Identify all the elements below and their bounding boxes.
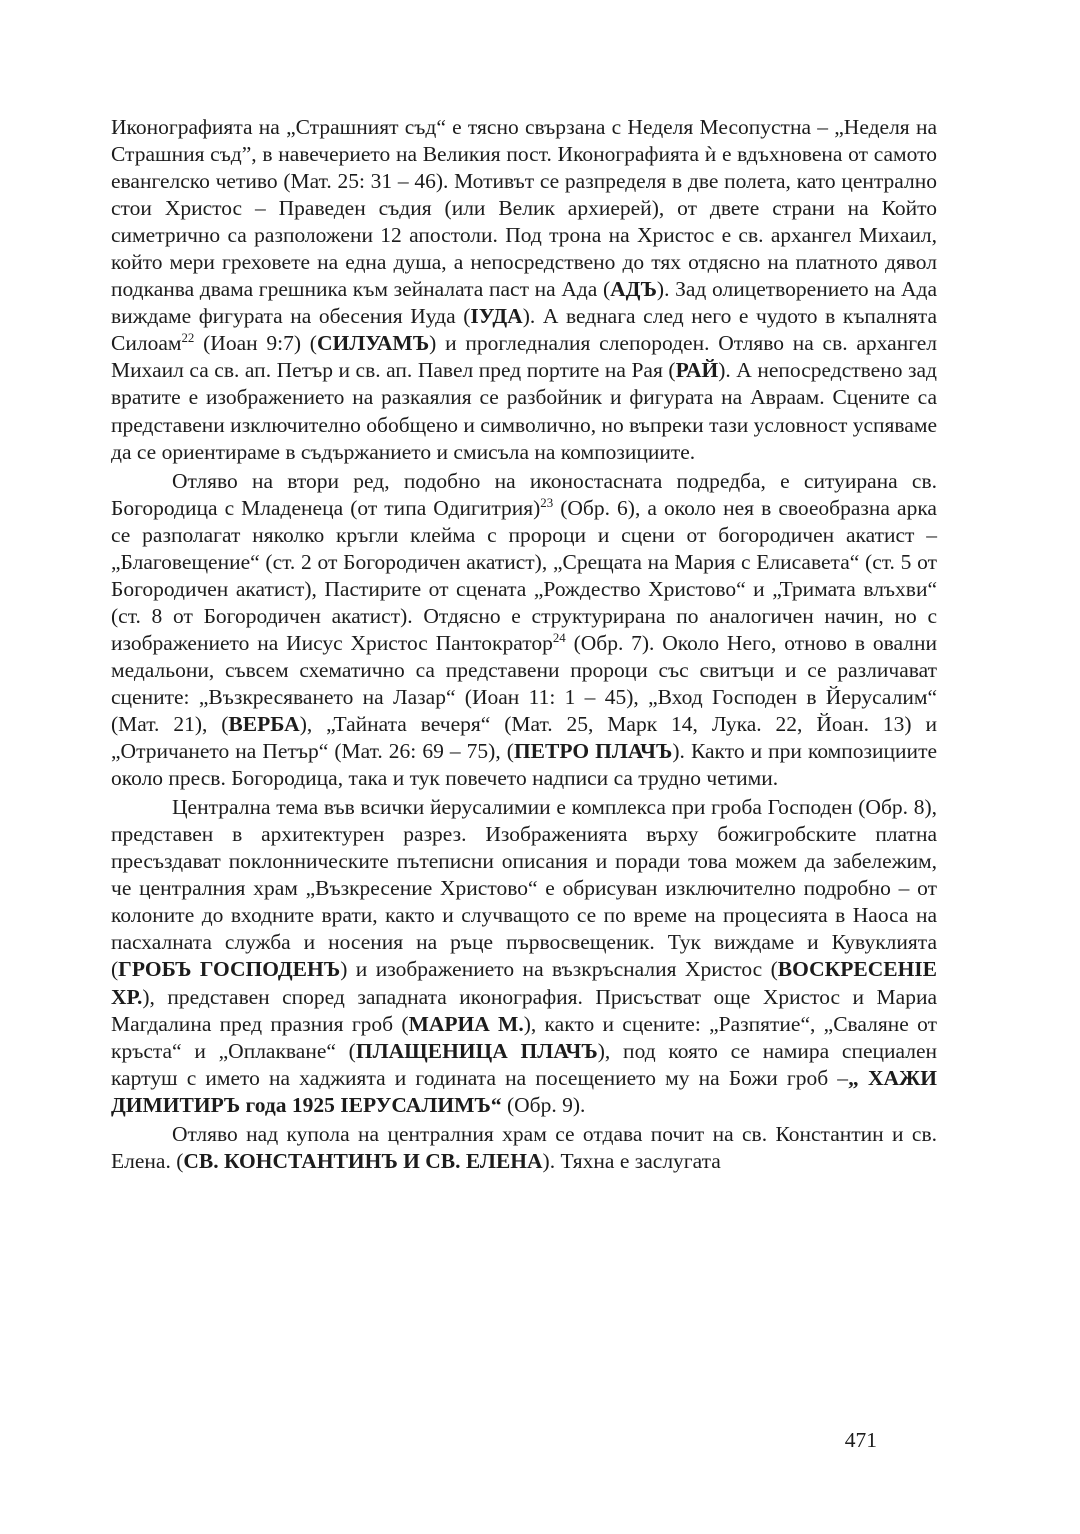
text-run: ), представен според западната иконография. Присъстват още Христос и Мариа Магдалина пред празния гроб (	[111, 984, 937, 1036]
text-run: ), както и сцените: „Разпятие“, „Сваляне от кръста“ и „Оплакване“ (	[111, 1011, 937, 1063]
text-run: (Обр. 6), а около нея в своеобразна арка се разполагат няколко кръгли клейма с пророци и сцени от богородичен акатист – „Благовещение“ (ст. 2 от Богородичен акатист), „Срещата на Мария с Елисавета“ (ст. 5 от Богородичен акатист), Пастирите от сцената „Рождество Христово“ и „Тримата влъхви“ (ст. 8 от Богородичен акатист). Отдясно е структурирана по аналогичен начин, но с изображението на Иисус Христос Пантократор	[111, 495, 937, 655]
bold-inscription: ПЕТРО ПЛАЧЪ	[513, 739, 673, 764]
text-run: Отляво над купола на централния храм се отдава почит на св. Константин и св. Елена. (	[111, 1121, 937, 1173]
text-run: ), под която се намира специален картуш с името на хаджията и годината на посещението му на Божи гроб –	[111, 1038, 938, 1090]
text-run: Иконографията на „Страшният съд“ е тясно свързана с Неделя Месопустна – „Неделя на Страшния съд”, в навечерието на Великия пост. Иконографията ѝ е вдъхновена от самото евангелско четиво (Мат. 25: 31 – 46). Мотивът се разпределя в две полета, като централно стои Христос – Праведен съдия (или Велик архиерей), от двете страни на Който симетрично са разположени 12 апостоли. Под трона на Христос е св. архангел Михаил, който мери греховете на една душа, а непосредствено до тях отдясно на платното дявол подканва двама грешника към зейналата паст на Ада (	[111, 115, 937, 302]
paragraph	[111, 1121, 937, 1175]
bold-inscription: СВ. КОНСТАНТИНЪ И СВ. ЕЛЕНА	[183, 1148, 543, 1173]
text-run: ) и прогледналия слепороден. Отляво на св. архангел Михаил са св. ап. Петър и св. ап. Павел пред портите на Рая (	[111, 331, 938, 383]
paragraph	[111, 468, 937, 793]
paragraph	[111, 114, 937, 466]
text-run: ). Тяхна е заслугата	[542, 1148, 721, 1173]
text-run: ). Както и при композициите около пресв. Богородица, така и тук повечето надписи са трудно четими.	[111, 739, 938, 791]
text-run: ). А непосредствено зад вратите е изображението на разкаялия се разбойник и фигурата на Авраам. Сцените са представени изключително обобщено и символично, но въпреки тази условност успяваме да се ориентираме в съдържанието и смисъла на композициите.	[111, 358, 937, 464]
footnote-ref: 23	[540, 495, 554, 510]
text-run: ), „Тайната вечеря“ (Мат. 25, Марк 14, Лука. 22, Йоан. 13) и „Отричането на Петър“ (Мат. 26: 69 – 75), (	[111, 712, 937, 764]
bold-inscription: IУДА	[470, 304, 523, 329]
bold-inscription: СИЛУАМЪ	[316, 331, 430, 356]
text-run: (Иоан 9:7) (	[194, 331, 317, 356]
text-run: ). А веднага след него е чудото в къпалнята Силоам	[111, 304, 937, 356]
bold-inscription: ГРОБЪ ГОСПОДЕНЪ	[118, 957, 341, 982]
bold-inscription: АДЪ	[610, 277, 657, 302]
text-run: Централна тема във всички йерусалимии е комплекса при гроба Господен (Обр. 8), представен в архитектурен разрез. Изображенията върху божигробските платна пресъздават поклонническите пътеписни описания и поради това можем да забележим, че централния храм „Възкресение Христово“ е обрисуван изключително подробно – от колоните до входните врати, както и случващото се по време на процесията в Наоса на пасхалната служба и носения на ръце първосвещеник. Тук виждаме и Кувуклията (	[111, 795, 937, 982]
body-text	[111, 114, 937, 1175]
bold-inscription: РАЙ	[675, 358, 719, 383]
text-run: ) и изображението на възкръсналия Христос (	[340, 957, 778, 982]
footnote-ref: 22	[181, 331, 195, 346]
text-run: (Обр. 7). Около Него, отново в овални медальони, съвсем схематично са представени пророци със свитъци и се различават сцените: „Възкресяването на Лазар“ (Иоан 11: 1 – 45), „Вход Господен в Йерусалим“ (Мат. 21), (	[111, 630, 938, 737]
footnote-ref: 24	[552, 630, 566, 645]
bold-inscription: ВОСКРЕСЕНIЕ ХР.	[111, 957, 938, 1009]
text-run: (Обр. 9).	[501, 1092, 586, 1117]
bold-inscription: МАРИА М.	[408, 1011, 524, 1036]
bold-inscription: ПЛАЩЕНИЦА ПЛАЧЪ	[355, 1038, 598, 1063]
page-number: 471	[844, 1428, 877, 1452]
paragraph	[111, 794, 937, 1119]
text-run: Отляво на втори ред, подобно на иконостасната подредба, е ситуирана св. Богородица с Младенеца (от типа Одигитрия)	[111, 468, 937, 520]
bold-inscription: ВЕРБА	[228, 712, 300, 737]
text-run: ). Зад олицетворението на Ада виждаме фигурата на обесения Иуда (	[111, 277, 937, 329]
bold-inscription: „ ХАЖИ ДИМИТИРЪ года 1925 IЕРУСАЛИМЪ“	[111, 1065, 937, 1117]
